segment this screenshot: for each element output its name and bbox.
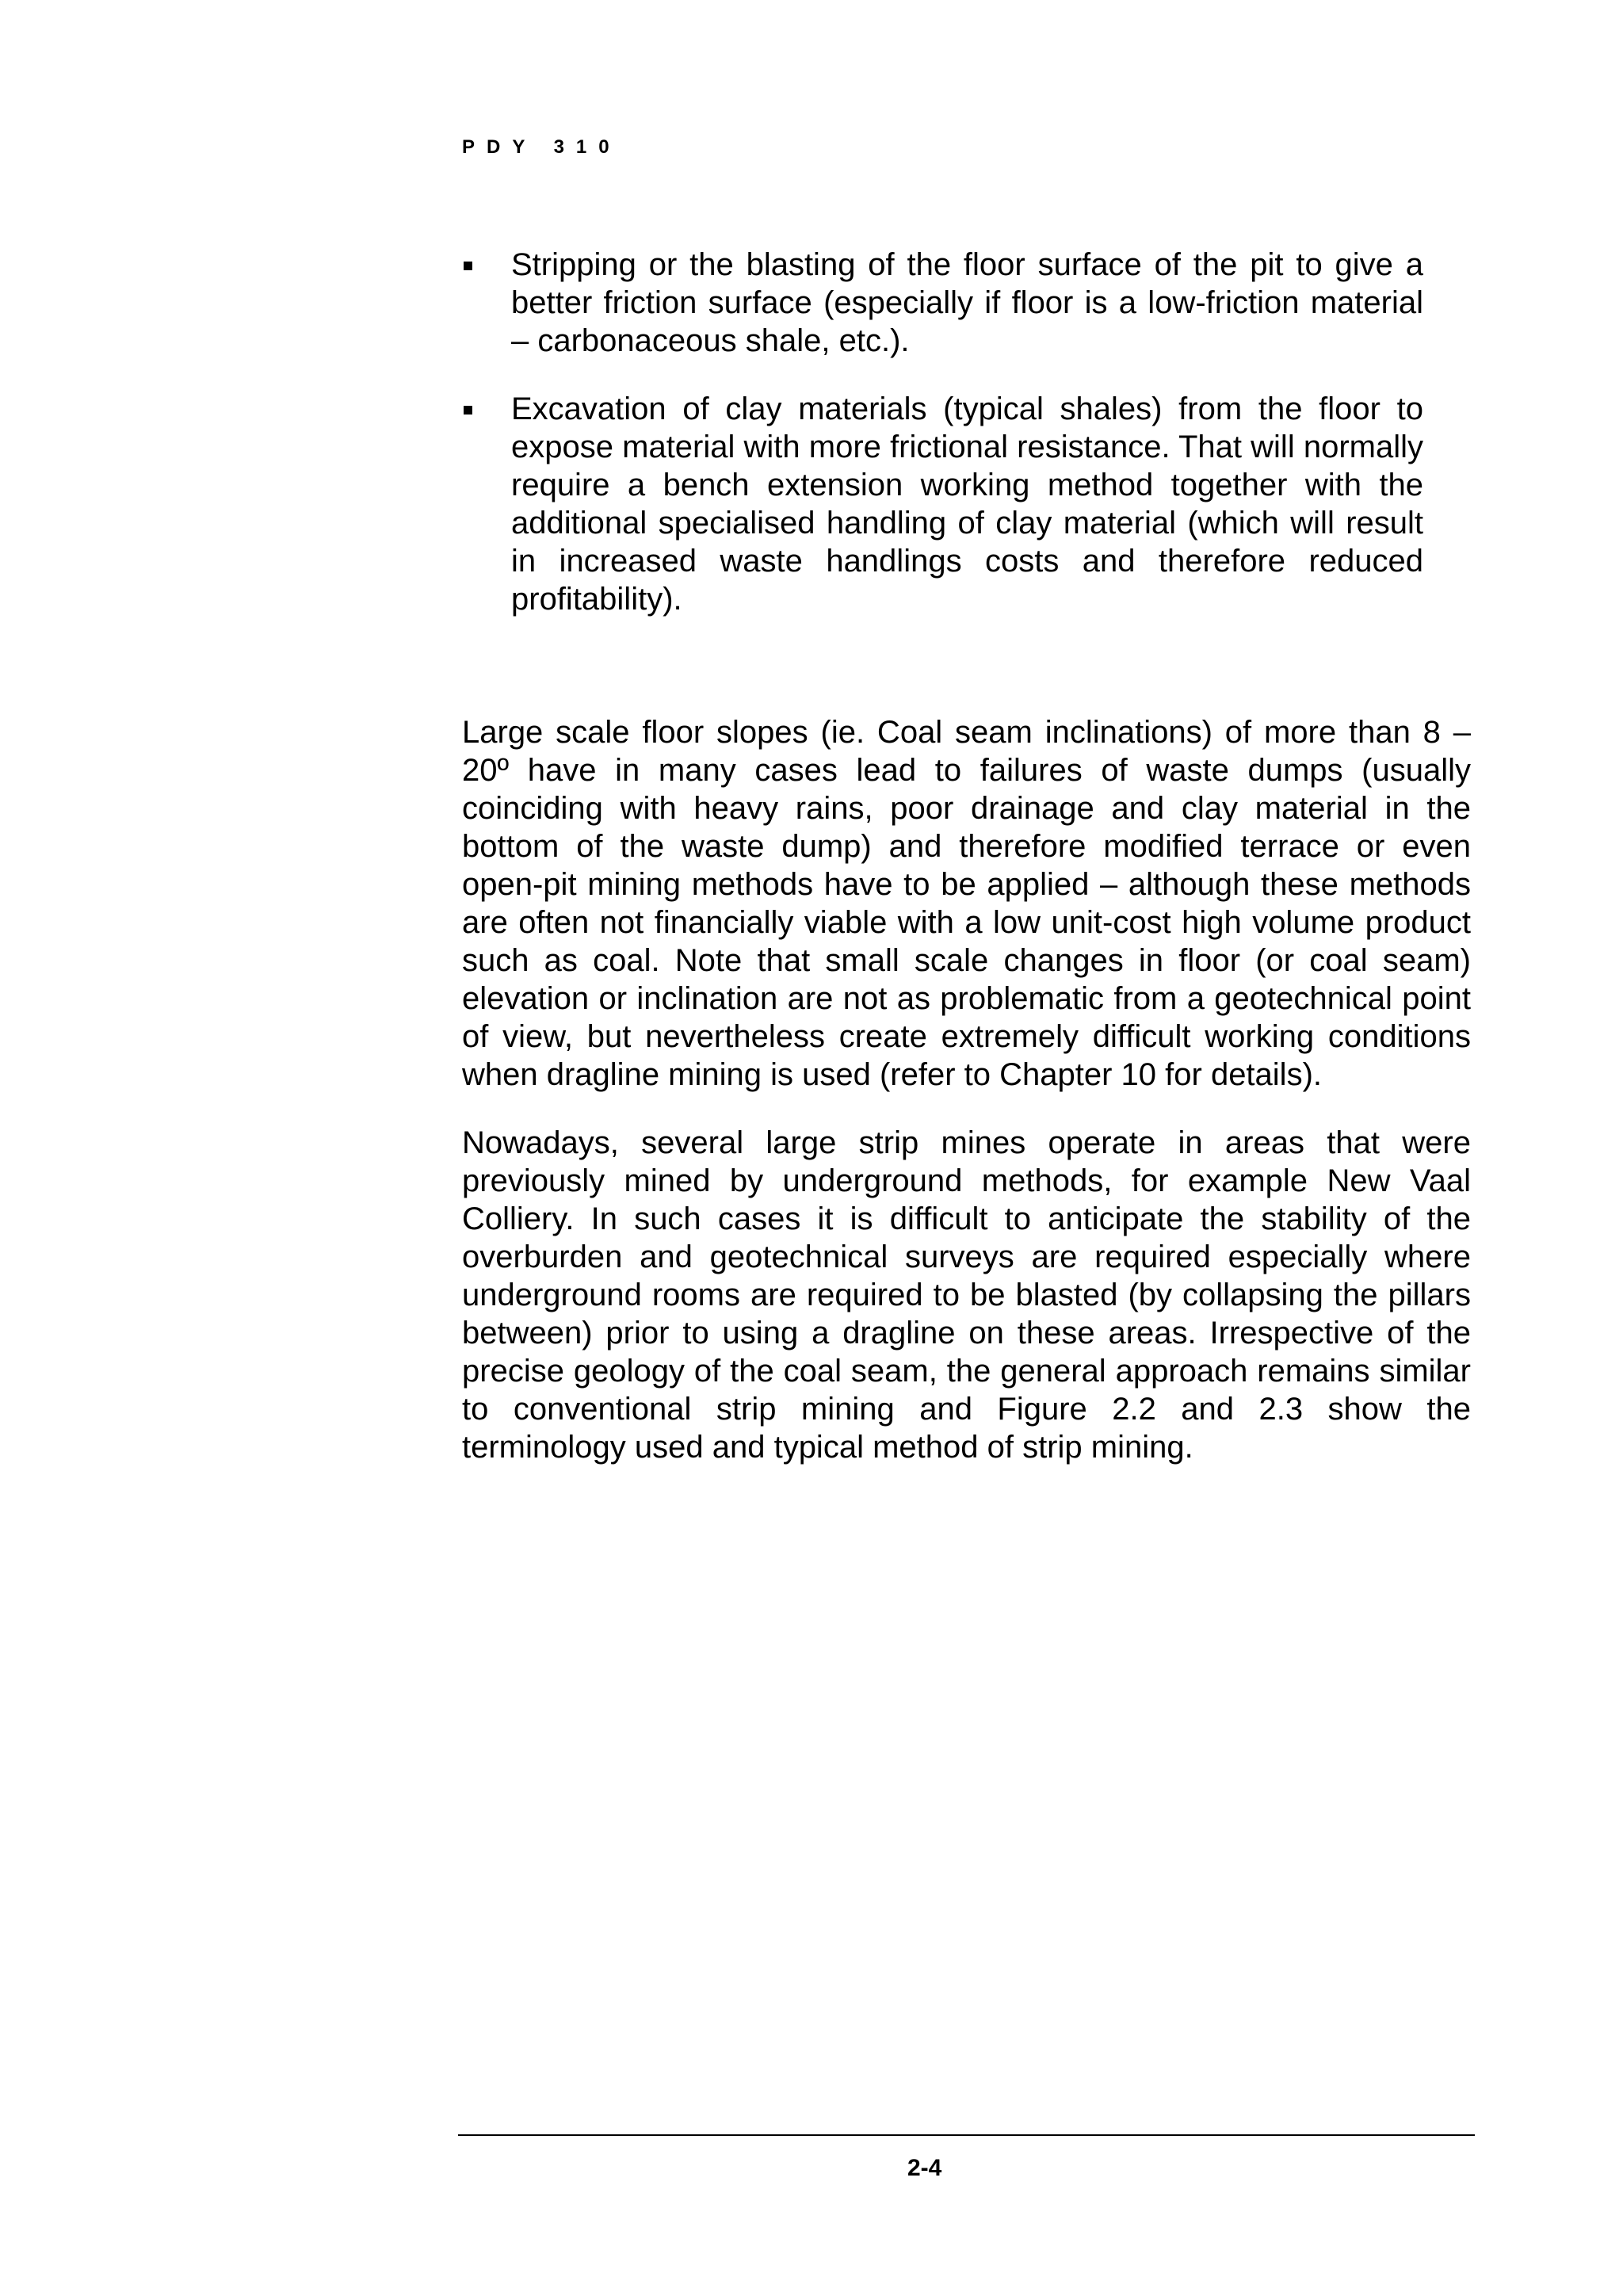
- square-bullet-icon: [464, 406, 472, 415]
- document-body: [462, 246, 1471, 1496]
- square-bullet-icon: [464, 262, 472, 270]
- page-number: 2-4: [907, 2155, 942, 2181]
- body-paragraph: Large scale floor slopes (ie. Coal seam inclinations) of more than 8 – 20º have in many cases lead to failures of waste dumps (usually coinciding with heavy rains, poor drainage and clay material in the bottom of the waste dump) and therefore modified terrace or even open-pit mining methods have to be applied – although these methods are often not financially viable with a low unit-cost high volume product such as coal. Note that small scale changes in floor (or coal seam) elevation or inclination are not as problematic from a geotechnical point of view, but nevertheless create extremely difficult working conditions when dragline mining is used (refer to Chapter 10 for details).: [462, 715, 1471, 1092]
- footer-divider: [458, 2134, 1475, 2136]
- body-paragraph: Nowadays, several large strip mines operate in areas that were previously mined by underground methods, for example New Vaal Colliery. In such cases it is difficult to anticipate the stability of the overburden and geotechnical surveys are required especially where underground rooms are required to be blasted (by collapsing the pillars between) prior to using a dragline on these areas. Irrespective of the precise geology of the coal seam, the general approach remains similar to conventional strip mining and Figure 2.2 and 2.3 show the terminology used and typical method of strip mining.: [462, 1125, 1471, 1465]
- bullet-list: [462, 246, 1471, 618]
- bullet-text: Excavation of clay materials (typical shales) from the floor to expose material with more frictional resistance. That will normally require a bench extension working method together with the additional specialised handling of clay material (which will result in increased waste handlings costs and therefore reduced profitability).: [511, 392, 1423, 617]
- page-header-code: PDY 310: [462, 136, 621, 158]
- bullet-item: [462, 390, 1423, 618]
- bullet-item: [462, 246, 1423, 360]
- bullet-text: Stripping or the blasting of the floor surface of the pit to give a better friction surface (especially if floor is a low-friction material – carbonaceous shale, etc.).: [511, 247, 1423, 358]
